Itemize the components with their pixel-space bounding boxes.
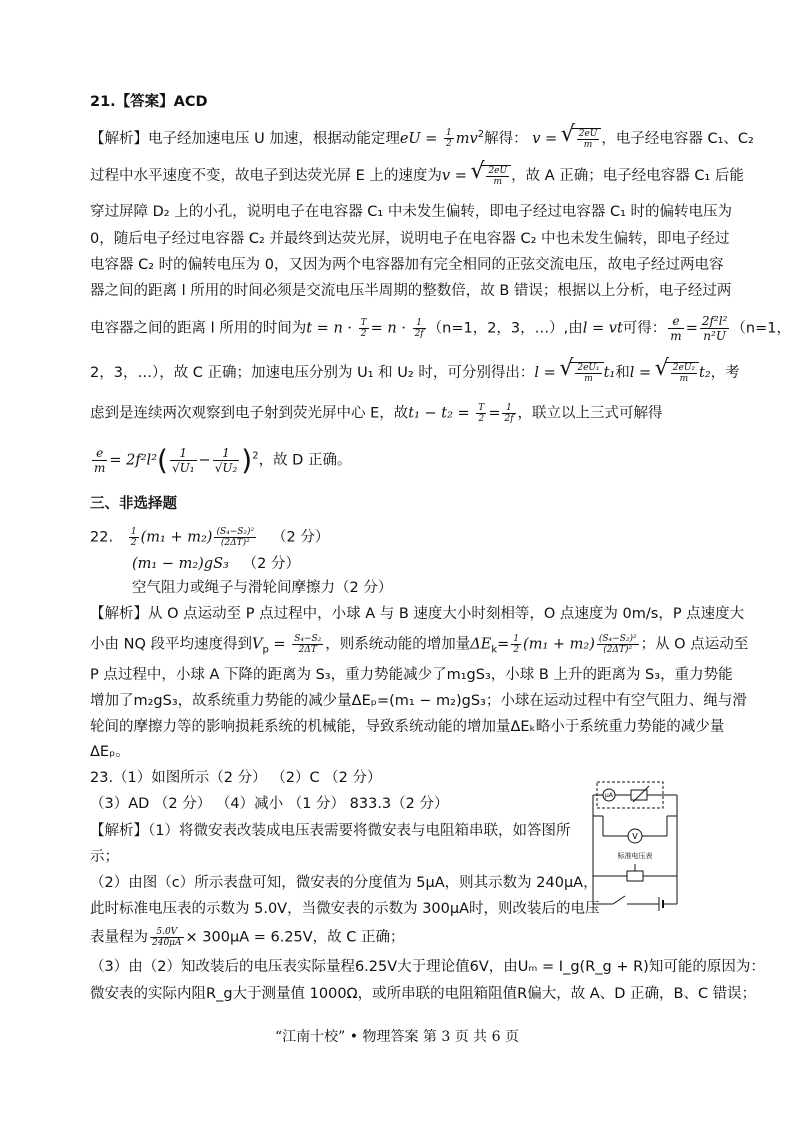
circuit-diagram bbox=[583, 776, 695, 916]
q21-line2: 过程中水平速度不变，故电子到达荧光屏 E 上的速度为v = √ $\frac{2eU}{m}$ ，故 A 正确；电子经电容器 C₁ 后能 bbox=[90, 165, 744, 187]
q21-line5: 电容器 C₂ 时的偏转电压为 0，又因为两个电容器加有完全相同的正弦交流电压，故电子经过两电容 bbox=[90, 257, 724, 273]
q23-analysis-5: 表量程为 $\frac{5.0V}{240\mu A}$ × 300μA = 6.25V，故 C 正确； bbox=[90, 927, 405, 948]
q23-answer-1: 23.（1）如图所示（2 分） （2）C （2 分） bbox=[90, 770, 382, 786]
q22-analysis-6: ΔEₚ。 bbox=[90, 744, 130, 760]
q22-analysis-5: 轮间的摩擦力等的影响损耗系统的机械能，导致系统动能的增加量ΔEₖ略小于系统重力势能的减少量 bbox=[90, 719, 725, 735]
q23-analysis-4: 此时标准电压表的示数为 5.0V，当微安表的示数为 300μA时，则改装后的电压 bbox=[90, 901, 600, 917]
q21-line4: 0，随后电子经过电容器 C₂ 并最终到达荧光屏，说明电子在电容器 C₂ 中也未发生偏转，即电子经过 bbox=[90, 231, 730, 247]
rheostat-icon bbox=[627, 871, 643, 881]
svg-text:V: V bbox=[632, 832, 638, 841]
q22-analysis-3: P 点过程中，小球 A 下降的距离为 S₃，重力势能减少了m₁gS₃，小球 B 上升的距离为 S₃，重力势能 bbox=[90, 667, 733, 683]
q22-analysis-1: 【解析】从 O 点运动至 P 点过程中，小球 A 与 B 速度大小时刻相等，O 点速度为 0m/s，P 点速度大 bbox=[90, 606, 745, 622]
switch-icon bbox=[613, 896, 625, 904]
q21-header: 21.【答案】ACD bbox=[90, 94, 208, 110]
q21-line1: 【解析】电子经加速电压 U 加速，根据动能定理eU = $\frac{1}{2}$ $mv^2$解得： v = √ $\frac{2eU}{m}$ ，电子经电容器 C₁、C₂ bbox=[90, 125, 754, 150]
q21-line9: 虑到是连续两次观察到电子射到荧光屏中心 E，故t₁ − t₂ = $\frac{T}{2}$ = $\frac{1}{2f}$ ，联立以上三式可解得 bbox=[90, 403, 663, 424]
q22-answer2: (m₁ − m₂)gS₃ （2 分） bbox=[132, 556, 301, 572]
resistance-box-icon bbox=[631, 790, 647, 800]
section-3-heading: 三、非选择题 bbox=[90, 496, 177, 512]
q23-analysis-2: 示； bbox=[90, 849, 119, 865]
q23-analysis-3: （2）由图（c）所示表盘可知，微安表的分度值为 5μA，则其示数为 240μA， bbox=[90, 875, 598, 891]
page-footer: “江南十校” • 物理答案 第 3 页 共 6 页 bbox=[275, 1029, 519, 1045]
q22-analysis-2: 小由 NQ 段平均速度得到$V_p$ = $\frac{\text{S₄−S₂}}{2\Delta T}$ ，则系统动能的增加量$\Delta E_k=$ $\frac{1}{2}$ (m₁ + m₂) $\frac{\text{(S₄−S₂)²}}{\text{(2ΔT)²}}$ ；从 O 点运动至 bbox=[90, 634, 749, 656]
q21-line8: 2，3，…），故 C 正确；加速电压分别为 U₁ 和 U₂ 时，可分别得出：l = √ $\frac{\text{2eU₁}}{m}$ t₁和l = √ $\frac{\text{2eU₂}}{m}$ t₂，考 bbox=[90, 362, 740, 384]
q21-line3: 穿过屏障 D₂ 上的小孔，说明电子在电容器 C₁ 中未发生偏转，即电子经过电容器 C₁ 时的偏转电压为 bbox=[90, 204, 733, 220]
q23-answer-2: （3）AD （2 分） （4）减小 （1 分） 833.3（2 分） bbox=[90, 796, 449, 812]
q22-analysis-4: 增加了m₂gS₃，故系统重力势能的减少量ΔEₚ=(m₁ − m₂)gS₃；小球在运动过程中有空气阻力、绳与滑 bbox=[90, 693, 747, 709]
standard-voltmeter-label: 标准电压表 bbox=[617, 852, 653, 860]
q22-answer1: 22. $\frac{1}{2}$ (m₁ + m₂) $\frac{\text{(S₄−S₂)²}}{\text{(2ΔT)²}}$ （2 分） bbox=[90, 527, 330, 548]
svg-text:μA: μA bbox=[605, 792, 613, 799]
q21-line10: $\frac{e}{m}$ = 2f²l²( $\frac{1}{\text{√U₁}}$ − $\frac{1}{\text{√U₂}}$ )$^2$，故 D 正确。 bbox=[94, 443, 352, 477]
q23-analysis-6: （3）由（2）知改装后的电压表实际量程6.25V大于理论值6V，由Uₘ = I_g(R_g + R)知可能的原因为： bbox=[90, 959, 765, 975]
q22-answer3: 空气阻力或绳子与滑轮间摩擦力（2 分） bbox=[132, 580, 393, 596]
q23-analysis-1: 【解析】（1）将微安表改装成电压表需要将微安表与电阻箱串联，如答图所 bbox=[90, 823, 571, 839]
q21-line7: 电容器之间的距离 l 所用的时间为t = n · $\frac{T}{2}$ = n · $\frac{1}{2f}$ （n=1，2，3，…）,由l = vt可得： $\frac{e}{m}$ = $\frac{\text{2f²l²}}{\text{n²U}}$ （n=1， bbox=[90, 314, 791, 343]
q23-analysis-7: 微安表的实际内阻R_g大于测量值 1000Ω，或所串联的电阻箱阻值R偏大，故 A、D 正确，B、C 错误； bbox=[90, 986, 757, 1002]
q21-line6: 器之间的距离 l 所用的时间必须是交流电压半周期的整数倍，故 B 错误；根据以上分析，电子经过两 bbox=[90, 283, 732, 299]
